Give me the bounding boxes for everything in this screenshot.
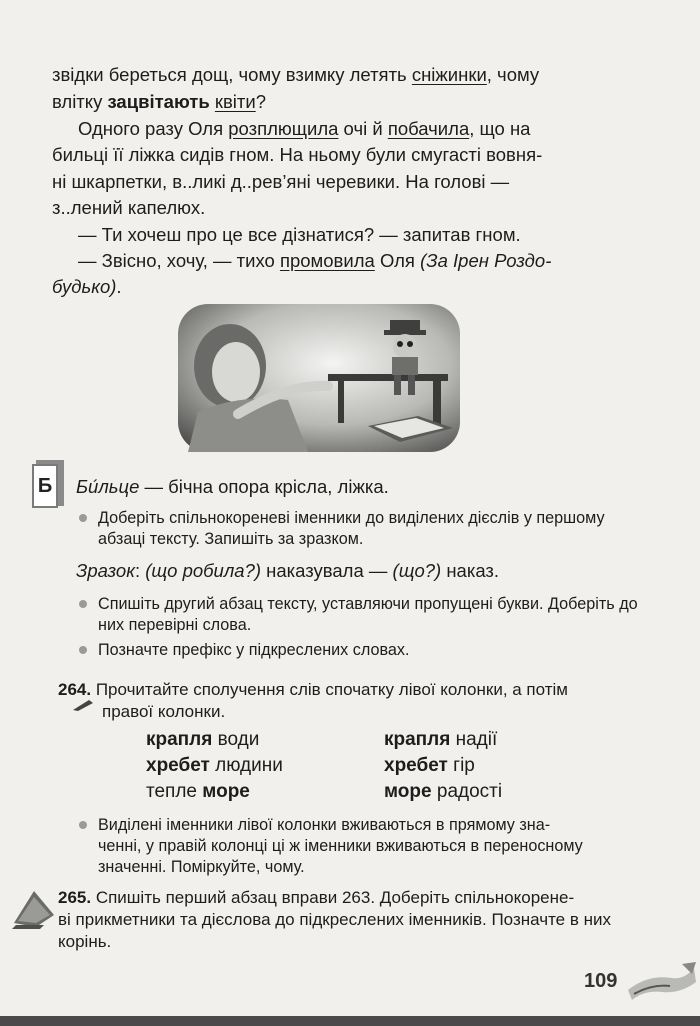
dialog-line-1: — Ти хочеш про це все дізнатися? — запитав гном. xyxy=(78,224,521,245)
task-bullet-3: Позначте префікс у підкреслених словах. xyxy=(98,640,638,661)
sample: Зразок: (що робила?) наказувала — (що?) наказ. xyxy=(76,560,500,581)
phrase-left-2: хребет людини xyxy=(146,755,283,776)
phrase-right-2: хребет гір xyxy=(384,755,475,776)
task-bullet-264: Виділені іменники лівої колонки вживаються в прямому зна- ченні, у правій колонці ці ж іменники вживаються в переносному значенні. Поміркуйте, чому. xyxy=(98,815,638,878)
column-left xyxy=(146,727,283,805)
bottom-border xyxy=(0,1016,700,1026)
phrase-right-3: море радості xyxy=(384,781,503,802)
illustration-girl-gnome xyxy=(178,304,460,452)
column-right xyxy=(384,727,502,805)
source-citation: будько) xyxy=(52,276,117,297)
phrase-left-1: крапля води xyxy=(146,729,260,750)
source-citation: (За Ірен Роздо- xyxy=(420,250,552,271)
dialog-line-2: — Звісно, хочу, — тихо промовила Оля (За Ірен Роздо- xyxy=(78,250,552,271)
paragraph-intro: звідки береться дощ, чому взимку летять сніжинки, чому влітку зацвітають квіти? xyxy=(52,64,540,112)
exercise-264: 264. Прочитайте сполучення слів спочатку лівої колонки, а потім правої колонки. xyxy=(58,680,568,721)
book-letter-icon: Б xyxy=(32,460,66,510)
definition: Би́льце — бічна опора крісла, ліжка. xyxy=(76,476,389,497)
task-bullet-2: Спишіть другий абзац тексту, уставляючи пропущені букви. Доберіть до них перевірні слова. xyxy=(98,595,638,634)
task-bullet-1: Доберіть спільнокореневі іменники до виділених дієслів у першому абзаці тексту. Запишіть за зразком. xyxy=(98,508,638,550)
underlined-word: побачила xyxy=(387,118,470,139)
dialog-line-3: будько). xyxy=(52,276,122,297)
page-number: 109 xyxy=(584,970,618,992)
pencil-decoration-icon xyxy=(622,960,698,1008)
paragraph-story-cont: бильці її ліжка сидів гном. На ньому були смугасті вовня- ні шкарпетки, в..ликі д..рев’яні черевики. На голові — з..лений капелюх. xyxy=(52,144,543,218)
underlined-word: сніжинки xyxy=(411,64,487,85)
phrase-right-1: крапля надії xyxy=(384,729,498,750)
phrase-left-3: тепле море xyxy=(146,781,250,802)
stack-books-icon xyxy=(10,885,58,931)
exercise-number: 265. xyxy=(58,888,92,907)
paragraph-story: Одного разу Оля розплющила очі й побачила, що на xyxy=(78,118,531,139)
exercise-265: 265. Спишіть перший абзац вправи 263. Доберіть спільнокорене- ві прикметники та дієслова до підкреслених іменників. Позначте в них корінь. xyxy=(58,888,611,951)
exercise-number: 264. xyxy=(58,680,92,699)
underlined-word: розплющила xyxy=(228,118,339,139)
underlined-word: промовила xyxy=(279,250,375,271)
underlined-word: квіти xyxy=(214,90,256,112)
pencil-icon xyxy=(72,698,94,712)
definition-term: Би́льце xyxy=(76,476,140,497)
bold-verb: зацвітають xyxy=(107,90,210,112)
